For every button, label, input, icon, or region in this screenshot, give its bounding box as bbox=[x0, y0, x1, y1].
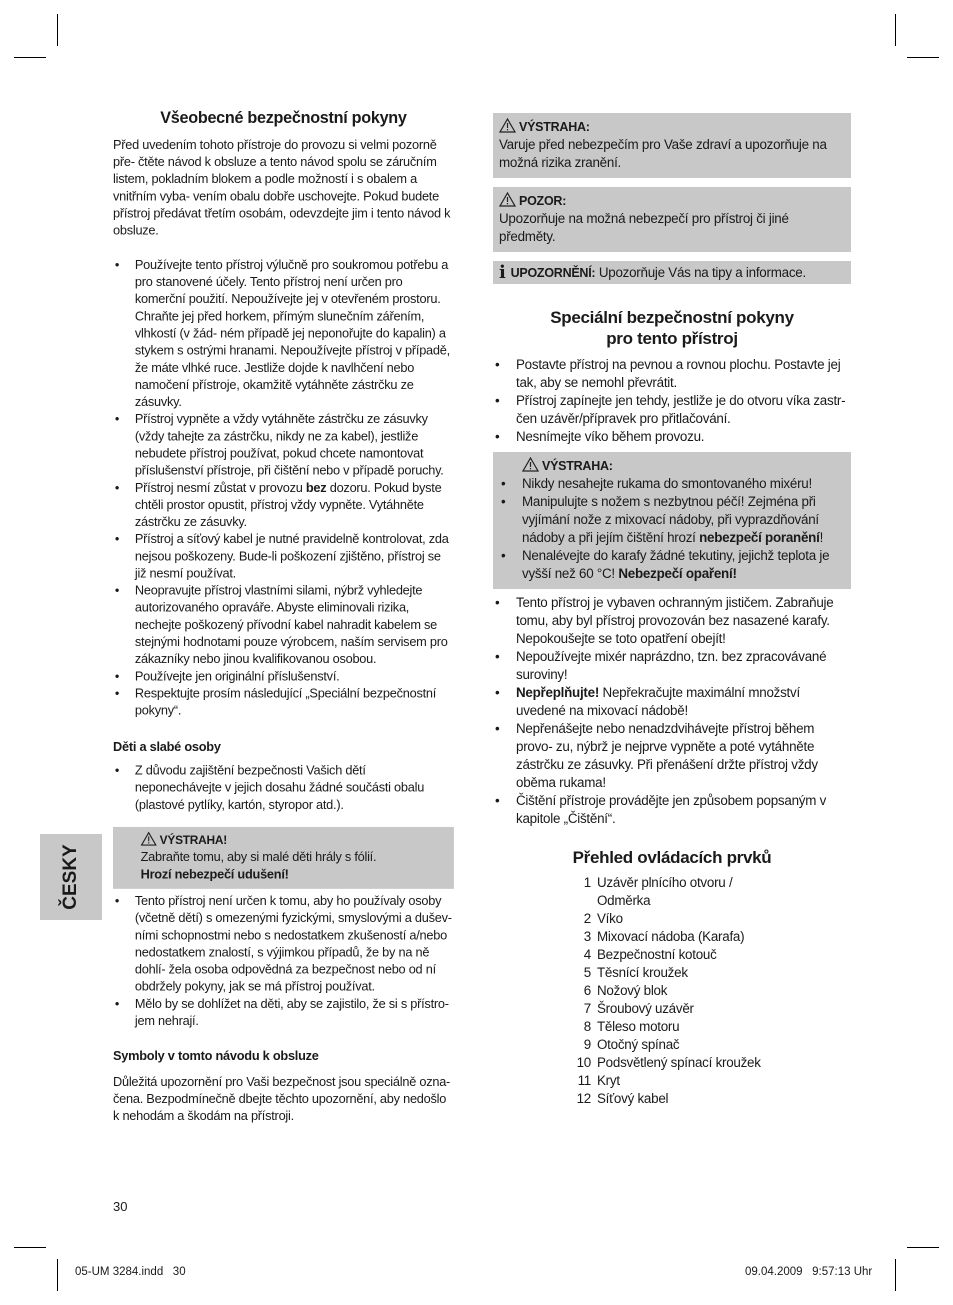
warning-box-list bbox=[499, 475, 845, 583]
parts-row bbox=[567, 1090, 851, 1108]
warning-triangle-icon bbox=[499, 192, 516, 207]
special-safety-title-line1: Speciální bezpečnostní pokyny bbox=[550, 308, 794, 327]
list-item: • Tento přístroj je vybaven ochranným jističem. Zabraňuje tomu, aby byl přístroj provozován bez nasazené karafy. Nepokoušejte se toto opatření obejít! bbox=[493, 594, 851, 648]
parts-row bbox=[567, 1054, 851, 1072]
children-list-2 bbox=[113, 893, 454, 1030]
parts-row bbox=[567, 982, 851, 1000]
part-number bbox=[567, 892, 591, 910]
legend-caution-title: POZOR: bbox=[519, 194, 567, 208]
warning-box-title-row bbox=[499, 457, 845, 475]
part-label: Síťový kabel bbox=[597, 1091, 669, 1106]
general-safety-title: Všeobecné bezpečnostní pokyny bbox=[160, 108, 407, 128]
crop-mark bbox=[57, 1259, 58, 1291]
list-item: • Nepřenášejte nebo nenadzdvihávejte přístroj během provo- zu, nýbrž je nejprve vypněte a poté vytáhněte zástrčku ze zásuvky. Při přenášení držte přístroj vždy oběma rukama! bbox=[493, 720, 851, 792]
list-item: • Z důvodu zajištění bezpečnosti Vašich dětí neponechávejte v jejich dosahu žádné součásti obalu (plastové pytlíky, kartón, styropor atd.). bbox=[113, 762, 454, 813]
list-item-text: Nepřekračujte maximální množství uvedené na mixovací nádobě! bbox=[516, 685, 800, 718]
part-number: 5 bbox=[583, 965, 591, 980]
parts-row bbox=[567, 892, 851, 910]
parts-row bbox=[567, 1018, 851, 1036]
page-number: 30 bbox=[113, 1199, 128, 1214]
part-number: 12 bbox=[576, 1091, 591, 1106]
part-number: 10 bbox=[576, 1055, 591, 1070]
list-item: • Postavte přístroj na pevnou a rovnou plochu. Postavte jej tak, aby se nemohl převrátit. bbox=[493, 356, 851, 392]
part-label: Podsvětlený spínací kroužek bbox=[597, 1055, 761, 1070]
parts-list bbox=[493, 874, 851, 1108]
warning-box-blade bbox=[493, 452, 851, 589]
legend-warning-title: VÝSTRAHA: bbox=[519, 120, 590, 134]
special-safety-list-2 bbox=[493, 594, 851, 828]
list-item: • Používejte jen originální příslušenství. bbox=[113, 668, 454, 685]
list-item-text: Přístroj nesmí zůstat v provozu bbox=[134, 480, 306, 495]
warning-box-bold: Hrozí nebezpečí udušení! bbox=[140, 866, 289, 882]
crop-mark bbox=[907, 1247, 939, 1248]
legend-caution-box bbox=[493, 187, 851, 252]
warning-box-title: VÝSTRAHA: bbox=[542, 459, 613, 473]
list-item bbox=[499, 493, 845, 547]
parts-row bbox=[567, 946, 851, 964]
list-item-text: Nenalévejte do karafy žádné tekutiny, jejichž teplota je vyšší než 60 °C! bbox=[522, 548, 830, 581]
crop-mark bbox=[895, 1259, 896, 1291]
language-side-tab-label: ČESKY bbox=[60, 844, 81, 910]
list-item: • Nesnímejte víko během provozu. bbox=[493, 428, 851, 446]
part-number: 6 bbox=[583, 983, 591, 998]
warning-box-title-row bbox=[141, 832, 449, 849]
list-item bbox=[499, 547, 845, 583]
list-item bbox=[113, 479, 454, 530]
list-item: • Tento přístroj není určen k tomu, aby ho používaly osoby (včetně dětí) s omezenými fyzickými, smyslovými a dušev- ními schopnostmi nebo s nedostatkem zkušeností a/nebo nedostatkem znalostí, s výjimkou případů, že by na ně dohlí- žela osoba odpovědná za bezpečnost nebo od ní obdržely pokyny, jak se má přístroj používat. bbox=[113, 893, 454, 996]
legend-note-title: UPOZORNĚNÍ: bbox=[510, 266, 596, 280]
crop-mark bbox=[57, 14, 58, 46]
crop-mark bbox=[907, 57, 939, 58]
crop-mark bbox=[14, 1247, 46, 1248]
warning-triangle-icon bbox=[141, 832, 157, 846]
part-number: 3 bbox=[583, 929, 591, 944]
children-heading: Děti a slabé osoby bbox=[113, 739, 221, 754]
part-label: Mixovací nádoba (Karafa) bbox=[597, 929, 745, 944]
info-icon: i bbox=[499, 262, 506, 283]
legend-warning-box bbox=[493, 113, 851, 178]
parts-row bbox=[567, 1072, 851, 1090]
part-label: Nožový blok bbox=[597, 983, 668, 998]
children-list bbox=[113, 762, 454, 813]
warning-box-title: VÝSTRAHA! bbox=[159, 833, 227, 847]
part-number: 8 bbox=[583, 1019, 591, 1034]
general-safety-list bbox=[113, 257, 454, 720]
crop-mark bbox=[14, 57, 46, 58]
language-side-tab bbox=[40, 834, 102, 920]
special-safety-list bbox=[493, 356, 851, 446]
list-item-text: dozoru. Pokud byste chtěli prostor opustit, přístroj vždy vypněte. Vytáhněte zástrčku ze zásuvky. bbox=[134, 480, 442, 529]
part-number: 9 bbox=[583, 1037, 591, 1052]
list-item-bold: bez bbox=[305, 480, 327, 495]
parts-row bbox=[567, 964, 851, 982]
part-label: Odměrka bbox=[597, 893, 651, 908]
parts-row bbox=[567, 1000, 851, 1018]
list-item: • Přístroj zapínejte jen tehdy, jestliže je do otvoru víka zastr- čen uzávěr/přípravek pro přitlačování. bbox=[493, 392, 851, 428]
list-item: • Neopravujte přístroj vlastními silami, nýbrž vyhledejte autorizovaného opraváře. Abyste eliminovali rizika, nechejte poškozený přívodní kabel nahradit kabelem se stejnými hodnotami pouze výrobcem, naším servisem pro zákazníky nebo jinou kvalifikovanou osobou. bbox=[113, 582, 454, 668]
list-item: • Používejte tento přístroj výlučně pro soukromou potřebu a pro stanovené účely. Tento přístroj není určen pro komerční použití. Nepoužívejte jej v otevřeném prostoru. Chraňte jej před horkem, přímým slunečním zářením, vlhkostí (v žád- ném případě jej neponořujte do kapalin) a stykem s ostrými hranami. Nepoužívejte přístroj v případě, že máte vlhké ruce. Jestliže dojde k navlhčení nebo namočení přístroje, okamžitě vytáhněte zástrčku ze zásuvky. bbox=[113, 257, 454, 411]
list-item-text: Manipulujte s nožem s nezbytnou péčí! Zejména při vyjímání nože z mixovací nádoby, při vyprazdňování nádoby a při jejím čištění hrozí bbox=[522, 494, 819, 545]
part-number: 11 bbox=[577, 1073, 591, 1088]
symbols-paragraph: Důležitá upozornění pro Vaši bezpečnost jsou speciálně ozna- čena. Bezpodmínečně dbejte těchto upozornění, aby nedošlo k nehodám a škodám na přístroji. bbox=[113, 1074, 451, 1124]
parts-row bbox=[567, 1036, 851, 1054]
legend-caution-title-row bbox=[499, 192, 845, 210]
part-label: Šroubový uzávěr bbox=[597, 1001, 694, 1016]
list-item-bold: Nebezpečí opaření! bbox=[618, 566, 737, 581]
part-label: Otočný spínač bbox=[597, 1037, 680, 1052]
list-item-bold: nebezpečí poranění bbox=[699, 530, 820, 545]
list-item: • Přístroj a síťový kabel je nutné pravidelně kontrolovat, zda nejsou poškozeny. Bude-li poškození zjištěno, přístroj se již nesmí používat. bbox=[113, 531, 454, 582]
footer-timestamp: 09.04.2009 9:57:13 Uhr bbox=[745, 1266, 873, 1278]
list-item: • Mělo by se dohlížet na děti, aby se zajistilo, že si s přístro- jem nehrají. bbox=[113, 995, 454, 1029]
part-label: Bezpečnostní kotouč bbox=[597, 947, 717, 962]
part-number: 1 bbox=[583, 875, 591, 890]
crop-mark bbox=[895, 14, 896, 46]
left-column bbox=[113, 108, 454, 1125]
footer-file-info: 05-UM 3284.indd 30 bbox=[75, 1266, 186, 1278]
warning-triangle-icon bbox=[522, 457, 539, 472]
warning-triangle-icon bbox=[499, 118, 516, 133]
intro-paragraph: Před uvedením tohoto přístroje do provozu si velmi pozorně pře- čtěte návod k obsluze a tento návod spolu se záručním listem, pokladním blokem a podle možností i s obalem a vnitřním vyba- vením obalu dobře uschovejte. Pokud budete přístroj předávat třetím osobám, odevzdejte jim i tento návod k obsluze. bbox=[113, 137, 451, 238]
list-item-bold: Nepřeplňujte! bbox=[516, 685, 600, 700]
list-item: • Nepoužívejte mixér naprázdno, tzn. bez zpracovávané suroviny! bbox=[493, 648, 851, 684]
list-item: • Čištění přístroje provádějte jen způsobem popsaným v kapitole „Čištění“. bbox=[493, 792, 851, 828]
list-item: • Respektujte prosím následující „Speciální bezpečnostní pokyny“. bbox=[113, 685, 454, 719]
list-item bbox=[493, 684, 851, 720]
part-number: 7 bbox=[583, 1001, 591, 1016]
parts-row bbox=[567, 928, 851, 946]
part-label: Těleso motoru bbox=[597, 1019, 680, 1034]
symbols-heading: Symboly v tomto návodu k obsluze bbox=[113, 1048, 319, 1064]
legend-warning-text: Varuje před nebezpečím pro Vaše zdraví a upozorňuje na možná rizika zranění. bbox=[499, 137, 827, 170]
controls-overview-title: Přehled ovládacích prvků bbox=[572, 848, 772, 867]
list-item: • Nikdy nesahejte rukama do smontovaného mixéru! bbox=[499, 475, 845, 493]
part-label: Uzávěr plnícího otvoru / bbox=[597, 875, 733, 890]
part-number: 2 bbox=[583, 911, 591, 926]
list-item-text: ! bbox=[819, 530, 824, 545]
right-column bbox=[493, 113, 851, 1108]
list-item: • Přístroj vypněte a vždy vytáhněte zástrčku ze zásuvky (vždy tahejte za zástrčku, nikdy ne za kabel), jestliže nebudete přístroj používat, pokud chcete namontovat příslušenství přístroje, při čištění nebo v případě poruchy. bbox=[113, 411, 454, 480]
legend-caution-text: Upozorňuje na možná nebezpečí pro přístroj či jiné předměty. bbox=[499, 211, 789, 244]
special-safety-title-line2: pro tento přístroj bbox=[606, 329, 738, 348]
part-label: Víko bbox=[597, 911, 623, 926]
parts-row bbox=[567, 910, 851, 928]
part-label: Kryt bbox=[597, 1073, 620, 1088]
warning-box-children bbox=[113, 827, 454, 889]
legend-warning-title-row bbox=[499, 118, 845, 136]
parts-row bbox=[567, 874, 851, 892]
part-number: 4 bbox=[583, 947, 591, 962]
warning-box-text: Zabraňte tomu, aby si malé děti hrály s fólií. bbox=[140, 849, 377, 865]
legend-note-box bbox=[493, 261, 851, 284]
part-label: Těsnící kroužek bbox=[597, 965, 688, 980]
legend-note-text: Upozorňuje Vás na tipy a informace. bbox=[598, 265, 806, 280]
